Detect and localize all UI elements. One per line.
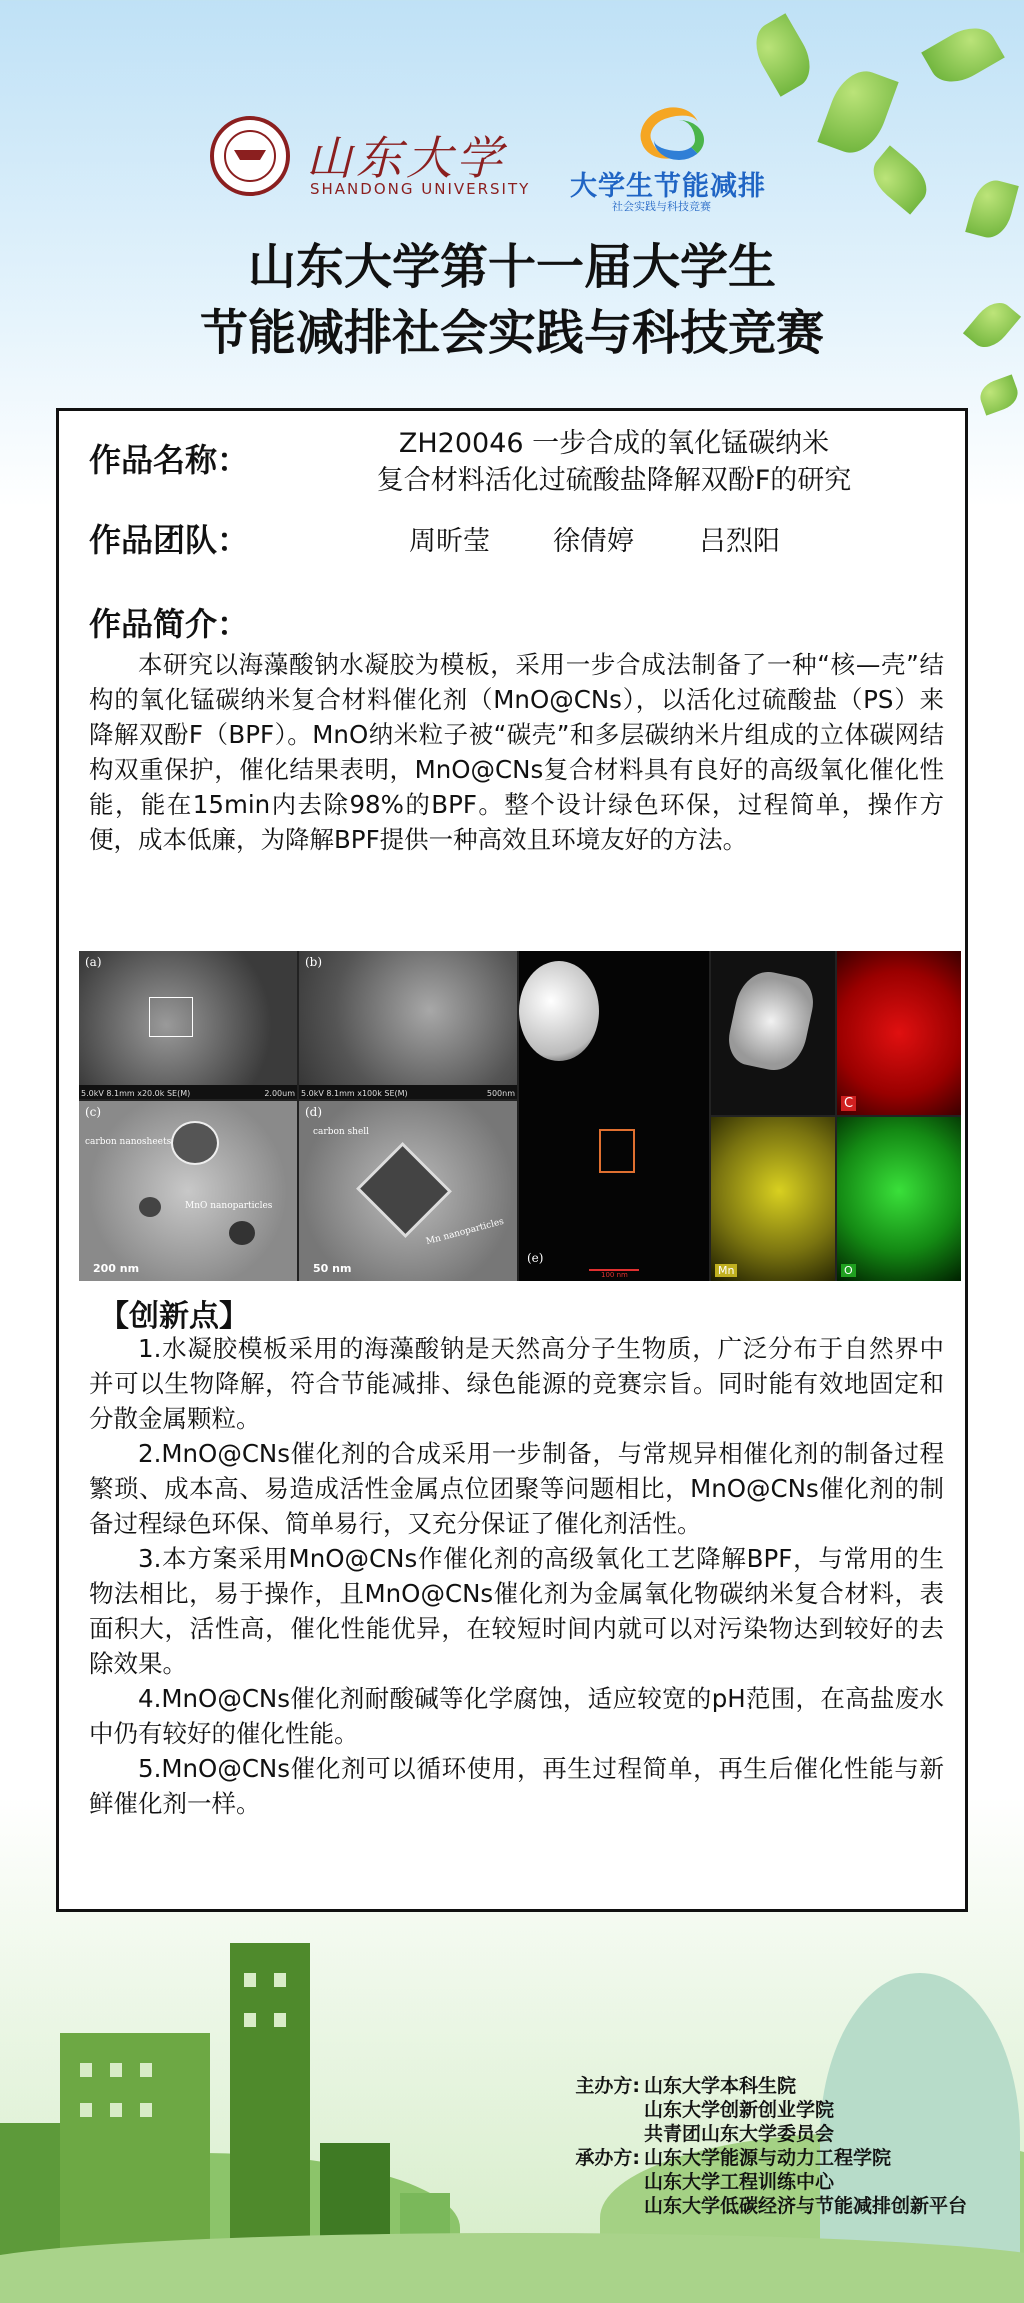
eds-map-carbon — [837, 951, 961, 1115]
university-seal-icon — [210, 116, 290, 196]
panel-caption: 5.0kV 8.1mm x20.0k SE(M) — [81, 1089, 191, 1098]
undertaker-name: 山东大学工程训练中心 — [644, 2171, 835, 2193]
microscopy-figure — [79, 951, 961, 1281]
figure-panel-b — [299, 951, 517, 1099]
panel-caption: 5.0kV 8.1mm x100k SE(M) — [301, 1089, 408, 1098]
innovation-list — [89, 1331, 944, 1821]
work-name-line1: ZH20046 一步合成的氧化锰碳纳米 — [398, 428, 830, 459]
figure-annotation: carbon shell — [313, 1127, 370, 1137]
content-panel — [56, 408, 968, 1912]
poster-title-line2: 节能减排社会实践与科技竞赛 — [199, 305, 824, 361]
panel-label: (e) — [527, 1251, 544, 1265]
undertaker-label: 承办方: — [575, 2147, 640, 2169]
undertaker-name: 山东大学能源与动力工程学院 — [644, 2147, 892, 2169]
figure-panel-d — [299, 1101, 517, 1281]
innovation-point: 2.MnO@CNs催化剂的合成采用一步制备，与常规异相催化剂的制备过程繁琐、成本高、易造成活性金属点位团聚等问题相比，MnO@CNs催化剂的制备过程绿色环保、简单易行，又充分保证了催化剂活性。 — [89, 1439, 944, 1538]
leaf-decoration — [976, 374, 1022, 415]
innovation-point: 4.MnO@CNs催化剂耐酸碱等化学腐蚀，适应较宽的pH范围，在高盐废水中仍有较好的催化性能。 — [89, 1684, 944, 1748]
host-name: 山东大学本科生院 — [644, 2075, 797, 2097]
organizers — [562, 2074, 967, 2218]
poster-title — [0, 234, 1024, 366]
host-label: 主办方: — [575, 2075, 640, 2097]
undertaker-name: 山东大学低碳经济与节能减排创新平台 — [644, 2195, 968, 2217]
eds-map-label: Mn — [715, 1264, 737, 1277]
innovation-title: 【创新点】 — [99, 1299, 249, 1334]
contest-logo-subtitle: 社会实践与科技竞赛 — [612, 200, 711, 213]
figure-annotation: MnO nanoparticles — [185, 1201, 273, 1211]
contest-logo-name: 大学生节能减排 — [570, 171, 766, 202]
innovation-point: 3.本方案采用MnO@CNs作催化剂的高级氧化工艺降解BPF，与常用的生物法相比，易于操作，且MnO@CNs催化剂为金属氧化物碳纳米复合材料，表面积大，活性高，催化性能优异，在较短时间内就可以对污染物达到较好的去除效果。 — [89, 1544, 944, 1678]
work-name-line2: 复合材料活化过硫酸盐降解双酚F的研究 — [376, 465, 852, 496]
intro-text: 本研究以海藻酸钠水凝胶为模板，采用一步合成法制备了一种“核—壳”结构的氧化锰碳纳米复合材料催化剂（MnO@CNs），以活化过硫酸盐（PS）来降解双酚F（BPF）。MnO纳米粒子被“碳壳”和多层碳纳米片组成的立体碳网结构双重保护，催化结果表明，MnO@CNs复合材料具有良好的高级氧化催化性能，能在15min内去除98%的BPF。整个设计绿色环保，过程简单，操作方便，成本低廉，为降解BPF提供一种高效且环境友好的方法。 — [89, 650, 944, 854]
university-name-en: SHANDONG UNIVERSITY — [310, 180, 531, 198]
figure-panel-a — [79, 951, 297, 1099]
work-name-label: 作品名称： — [89, 441, 250, 479]
eds-map-overview — [711, 951, 835, 1115]
work-name — [309, 425, 919, 499]
panel-label: (c) — [85, 1105, 102, 1119]
panel-label: (b) — [305, 955, 323, 969]
contest-logo-icon — [630, 108, 720, 168]
scale-bar-label: 500nm — [486, 1089, 515, 1098]
eds-map-oxygen — [837, 1117, 961, 1281]
figure-panel-c — [79, 1101, 297, 1281]
eds-map-label: O — [841, 1264, 856, 1277]
leaf-decoration — [921, 18, 1005, 93]
team-member: 吕烈阳 — [699, 526, 780, 557]
team-label: 作品团队： — [89, 521, 250, 559]
innovation-point: 1.水凝胶模板采用的海藻酸钠是天然高分子生物质，广泛分布于自然界中并可以生物降解，符合节能减排、绿色能源的竞赛宗旨。同时能有效地固定和分散金属颗粒。 — [89, 1334, 944, 1433]
figure-annotation: Mn nanoparticles — [425, 1216, 505, 1248]
team-member: 周昕莹 — [409, 526, 490, 557]
leaf-decoration — [746, 13, 821, 97]
intro-label: 作品简介： — [89, 605, 250, 643]
team-member: 徐倩婷 — [553, 526, 634, 557]
figure-annotation: carbon nanosheets — [85, 1137, 172, 1147]
figure-panel-e — [519, 951, 709, 1281]
host-name: 山东大学创新创业学院 — [644, 2099, 835, 2121]
scale-bar-label: 100 nm — [601, 1271, 628, 1279]
header-logos — [0, 108, 1024, 213]
poster-title-line1: 山东大学第十一届大学生 — [247, 239, 776, 295]
panel-label: (a) — [85, 955, 102, 969]
eds-map-manganese — [711, 1117, 835, 1281]
scale-bar-label: 50 nm — [313, 1262, 352, 1275]
panel-label: (d) — [305, 1105, 323, 1119]
innovation-point: 5.MnO@CNs催化剂可以循环使用，再生过程简单，再生后催化性能与新鲜催化剂一样。 — [89, 1754, 944, 1818]
eds-map-label: C — [841, 1096, 856, 1111]
host-name: 共青团山东大学委员会 — [644, 2123, 835, 2145]
scale-bar-label: 2.00um — [264, 1089, 295, 1098]
university-name-cn: 山东大学 — [306, 131, 506, 185]
scale-bar-label: 200 nm — [93, 1262, 140, 1275]
